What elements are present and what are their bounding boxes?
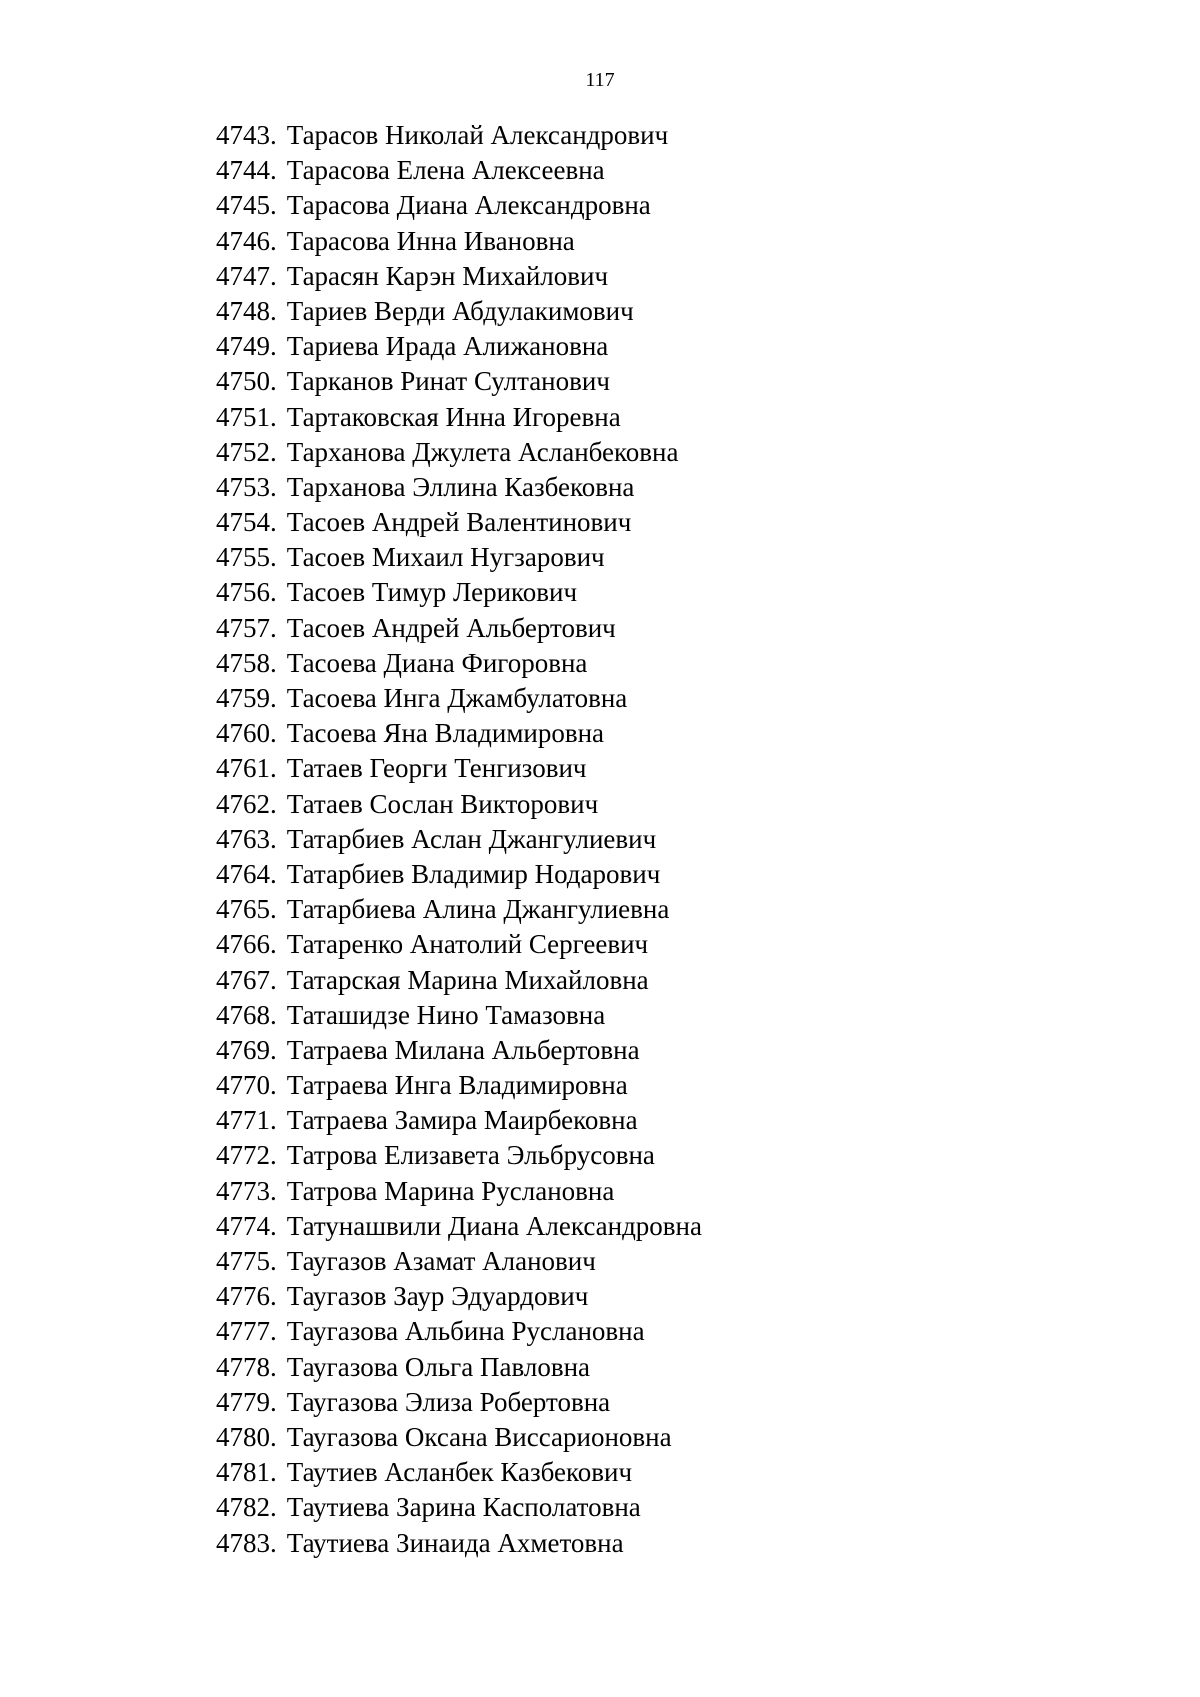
entry-number: 4765. <box>216 894 277 925</box>
entry-name: Таугазова Оксана Виссарионовна <box>286 1421 672 1452</box>
list-item <box>216 646 702 681</box>
list-item <box>216 540 702 575</box>
entry-number: 4772. <box>216 1140 277 1171</box>
entry-name: Тасоев Андрей Альбертович <box>286 612 616 643</box>
entry-number: 4766. <box>216 929 277 960</box>
list-item <box>216 1033 702 1068</box>
entry-number: 4773. <box>216 1175 277 1206</box>
entry-name: Тартаковская Инна Игоревна <box>286 401 621 432</box>
entry-name: Татарбиев Аслан Джангулиевич <box>286 823 657 854</box>
list-item <box>216 1385 702 1420</box>
entry-number: 4780. <box>216 1421 277 1452</box>
entry-number: 4777. <box>216 1316 277 1347</box>
entry-name: Таугазова Ольга Павловна <box>286 1351 590 1382</box>
list-item <box>216 963 702 998</box>
entry-number: 4774. <box>216 1210 277 1241</box>
list-item <box>216 575 702 610</box>
entry-name: Тарасова Инна Ивановна <box>286 225 575 256</box>
entry-name: Таугазова Альбина Руслановна <box>286 1316 645 1347</box>
entry-number: 4763. <box>216 823 277 854</box>
entry-number: 4754. <box>216 507 277 538</box>
entry-name: Тариева Ирада Алижановна <box>286 331 609 362</box>
entry-name: Татраева Инга Владимировна <box>286 1070 628 1101</box>
list-item <box>216 294 702 329</box>
list-item <box>216 857 702 892</box>
entry-number: 4748. <box>216 295 277 326</box>
entry-name: Татунашвили Диана Александровна <box>286 1210 702 1241</box>
entry-name: Таутиева Зарина Касполатовна <box>286 1492 641 1523</box>
entry-name: Таугазов Заур Эдуардович <box>286 1281 589 1312</box>
list-item <box>216 1526 702 1561</box>
entry-number: 4775. <box>216 1246 277 1276</box>
entry-name: Татарская Марина Михайловна <box>286 964 649 995</box>
entry-name: Тасоев Тимур Лерикович <box>286 577 578 608</box>
entry-number: 4771. <box>216 1105 277 1136</box>
entry-name: Татарбиева Алина Джангулиевна <box>286 894 670 925</box>
list-item <box>216 1174 702 1209</box>
list-item <box>216 892 702 927</box>
entry-name: Тасоева Диана Фигоровна <box>286 647 588 678</box>
entry-name: Тарасова Диана Александровна <box>286 190 651 221</box>
entry-number: 4743. <box>216 120 277 150</box>
list-item <box>216 681 702 716</box>
entry-name: Татаренко Анатолий Сергеевич <box>286 929 649 960</box>
entry-name: Таутиева Зинаида Ахметовна <box>286 1527 624 1558</box>
entry-name: Татаев Георги Тенгизович <box>286 753 587 784</box>
list-item <box>216 118 702 153</box>
list-item <box>216 927 702 962</box>
entry-name: Таугазов Азамат Аланович <box>286 1246 596 1276</box>
entry-name: Тарасов Николай Александрович <box>286 120 669 150</box>
list-item <box>216 364 702 399</box>
entry-number: 4750. <box>216 366 277 397</box>
entry-name: Тасоева Яна Владимировна <box>286 718 605 749</box>
name-list <box>216 118 702 1561</box>
entry-name: Татраева Замира Маирбековна <box>286 1105 638 1136</box>
list-item <box>216 1138 702 1173</box>
entry-name: Тасоев Михаил Нугзарович <box>286 542 605 573</box>
list-item <box>216 435 702 470</box>
entry-name: Татарбиев Владимир Нодарович <box>286 858 661 889</box>
entry-number: 4760. <box>216 718 277 749</box>
list-item <box>216 1314 702 1349</box>
entry-number: 4781. <box>216 1457 277 1488</box>
entry-number: 4755. <box>216 542 277 573</box>
entry-number: 4764. <box>216 858 277 889</box>
entry-number: 4744. <box>216 155 277 186</box>
list-item <box>216 505 702 540</box>
entry-name: Татраева Милана Альбертовна <box>286 1034 640 1065</box>
entry-number: 4757. <box>216 612 277 643</box>
list-item <box>216 153 702 188</box>
entry-number: 4751. <box>216 401 277 432</box>
entry-number: 4770. <box>216 1070 277 1101</box>
list-item <box>216 787 702 822</box>
list-item <box>216 611 702 646</box>
entry-number: 4778. <box>216 1351 277 1382</box>
entry-name: Татрова Марина Руслановна <box>286 1175 615 1206</box>
list-item <box>216 1455 702 1490</box>
list-item <box>216 470 702 505</box>
entry-number: 4758. <box>216 647 277 678</box>
list-item <box>216 1244 702 1279</box>
entry-name: Таугазова Элиза Робертовна <box>286 1386 611 1417</box>
entry-number: 4756. <box>216 577 277 608</box>
list-item <box>216 1209 702 1244</box>
list-item <box>216 716 702 751</box>
entry-name: Тариев Верди Абдулакимович <box>286 295 634 326</box>
entry-name: Тарханова Джулета Асланбековна <box>286 436 679 467</box>
list-item <box>216 259 702 294</box>
entry-name: Татаев Сослан Викторович <box>286 788 599 819</box>
list-item <box>216 329 702 364</box>
entry-number: 4747. <box>216 260 277 291</box>
entry-number: 4783. <box>216 1527 277 1558</box>
list-item <box>216 1420 702 1455</box>
entry-number: 4767. <box>216 964 277 995</box>
entry-number: 4753. <box>216 471 277 502</box>
entry-number: 4776. <box>216 1281 277 1312</box>
entry-number: 4782. <box>216 1492 277 1523</box>
entry-name: Тасоева Инга Джамбулатовна <box>286 683 628 713</box>
list-item <box>216 998 702 1033</box>
entry-name: Татрова Елизавета Эльбрусовна <box>286 1140 655 1171</box>
list-item <box>216 224 702 259</box>
list-item <box>216 1350 702 1385</box>
entry-number: 4749. <box>216 331 277 362</box>
list-item <box>216 822 702 857</box>
entry-name: Тарасян Карэн Михайлович <box>286 260 609 291</box>
entry-number: 4779. <box>216 1386 277 1417</box>
list-item <box>216 188 702 223</box>
page-number: 117 <box>585 69 615 91</box>
entry-number: 4768. <box>216 999 277 1030</box>
list-item <box>216 751 702 786</box>
entry-number: 4745. <box>216 190 277 221</box>
entry-name: Тарханова Эллина Казбековна <box>286 471 635 502</box>
entry-name: Таташидзе Нино Тамазовна <box>286 999 606 1030</box>
entry-name: Тарасова Елена Алексеевна <box>286 155 605 186</box>
list-item <box>216 1490 702 1525</box>
entry-name: Тарканов Ринат Султанович <box>286 366 610 397</box>
entry-name: Тасоев Андрей Валентинович <box>286 507 632 538</box>
entry-number: 4761. <box>216 753 277 784</box>
entry-name: Таутиев Асланбек Казбекович <box>286 1457 633 1488</box>
list-item <box>216 1279 702 1314</box>
entry-number: 4752. <box>216 436 277 467</box>
list-item <box>216 1068 702 1103</box>
entry-number: 4746. <box>216 225 277 256</box>
entry-number: 4769. <box>216 1034 277 1065</box>
list-item <box>216 400 702 435</box>
entry-number: 4759. <box>216 683 277 713</box>
list-item <box>216 1103 702 1138</box>
entry-number: 4762. <box>216 788 277 819</box>
